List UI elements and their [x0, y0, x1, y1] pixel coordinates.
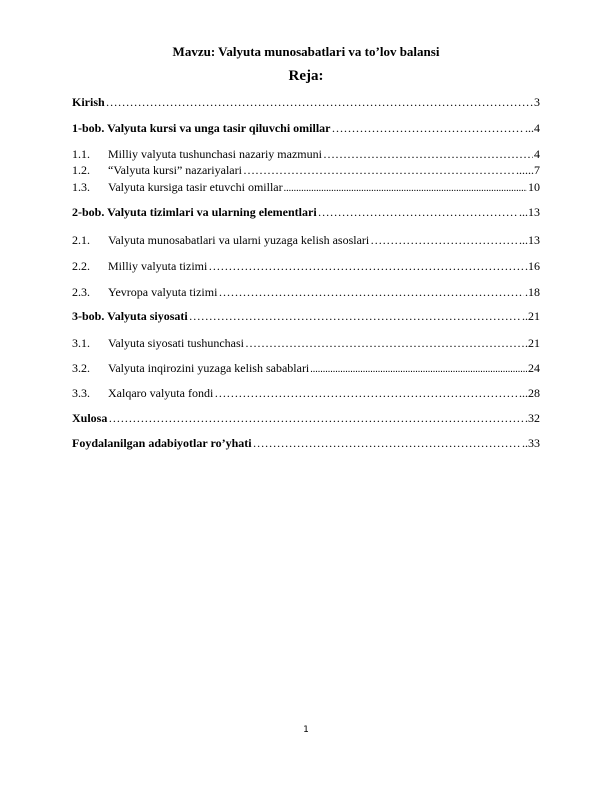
toc-leader — [208, 258, 524, 274]
toc-leader — [253, 435, 521, 451]
plan-heading: Reja: — [288, 68, 324, 84]
toc-leader — [332, 120, 524, 136]
toc-entry-text: Valyuta munosabatlari va ularni yuzaga kelish asoslari — [108, 233, 370, 247]
toc-entry-text: 1-bob. Valyuta kursi va unga tasir qiluvchi omillar — [72, 121, 331, 135]
toc-entry-text: Valyuta inqirozini yuzaga kelish sabablari — [108, 361, 310, 375]
toc-leader — [245, 335, 524, 351]
toc-leader — [318, 204, 518, 220]
toc-entry-conclusion[interactable] — [72, 410, 540, 426]
toc-entry-text: 2-bob. Valyuta tizimlari va ularning elementlari — [72, 205, 317, 219]
toc-section-number: 1.1. — [72, 147, 90, 161]
toc-leader — [284, 179, 527, 197]
toc-page-number: .21 — [525, 336, 540, 350]
toc-entry-chapter-1[interactable] — [72, 120, 540, 136]
toc-section-number: 1.2. — [72, 163, 90, 177]
toc-entry-3-3[interactable] — [72, 385, 540, 401]
toc-section-number: 1.3. — [72, 180, 90, 194]
toc-entry-text: Yevropa valyuta tizimi — [108, 285, 218, 299]
toc-entry-3-2[interactable] — [72, 360, 540, 378]
toc-leader — [189, 308, 521, 324]
toc-section-number: 3.2. — [72, 361, 90, 375]
toc-entry-1-2[interactable] — [72, 162, 540, 178]
toc-leader — [108, 410, 524, 426]
toc-entry-3-1[interactable] — [72, 335, 540, 351]
toc-entry-text: Valyuta kursiga tasir etuvchi omillar — [108, 180, 283, 194]
toc-page-number: .18 — [525, 285, 540, 299]
toc-entry-text: Xulosa — [72, 411, 108, 425]
toc-entry-chapter-2[interactable] — [72, 204, 540, 220]
toc-entry-text: Valyuta siyosati tushunchasi — [108, 336, 244, 350]
toc-page-number: .32 — [525, 411, 540, 425]
toc-entry-references[interactable] — [72, 435, 540, 451]
toc-page-number: 3 — [534, 95, 540, 109]
toc-page-number: ..21 — [522, 309, 540, 323]
toc-page-number: ...28 — [519, 386, 540, 400]
toc-entry-text: Xalqaro valyuta fondi — [108, 386, 214, 400]
toc-section-number: 3.1. — [72, 336, 90, 350]
toc-page-number: 4 — [534, 147, 540, 161]
toc-section-number: 2.2. — [72, 259, 90, 273]
toc-page-number: ...13 — [519, 205, 540, 219]
toc-page-number: ...4 — [525, 121, 540, 135]
toc-section-number: 2.1. — [72, 233, 90, 247]
toc-page-number: ......7 — [516, 163, 540, 177]
toc-entry-text: “Valyuta kursi” nazariyalari — [108, 163, 242, 177]
toc-entry-text: Milliy valyuta tushunchasi nazariy mazmuni — [108, 147, 322, 161]
toc-leader — [243, 162, 515, 178]
toc-entry-chapter-3[interactable] — [72, 308, 540, 324]
toc-entry-text: Foydalanilgan adabiyotlar ro’yhati — [72, 436, 252, 450]
toc-entry-2-3[interactable] — [72, 284, 540, 300]
toc-entry-2-1[interactable] — [72, 232, 540, 248]
toc-section-number: 3.3. — [72, 386, 90, 400]
toc-leader — [310, 360, 527, 378]
toc-entry-1-1[interactable] — [72, 146, 540, 162]
toc-page-number: ..33 — [522, 436, 540, 450]
toc-entry-text: 3-bob. Valyuta siyosati — [72, 309, 188, 323]
toc-entry-text: Kirish — [72, 95, 105, 109]
toc-leader — [106, 94, 533, 110]
toc-entry-1-3[interactable] — [72, 179, 540, 197]
toc-page-number: 10 — [528, 180, 540, 194]
toc-section-number: 2.3. — [72, 285, 90, 299]
toc-leader — [323, 146, 533, 162]
toc-entry-intro[interactable] — [72, 94, 540, 110]
document-title: Mavzu: Valyuta munosabatlari va to’lov balansi — [172, 44, 440, 59]
page-number: 1 — [303, 725, 309, 735]
toc-entry-text: Milliy valyuta tizimi — [108, 259, 208, 273]
toc-page-number: ...13 — [519, 233, 540, 247]
toc-entry-2-2[interactable] — [72, 258, 540, 274]
toc-page-number: .16 — [525, 259, 540, 273]
toc-leader — [370, 232, 518, 248]
toc-leader — [218, 284, 524, 300]
toc-leader — [214, 385, 518, 401]
toc-page-number: 24 — [528, 361, 540, 375]
